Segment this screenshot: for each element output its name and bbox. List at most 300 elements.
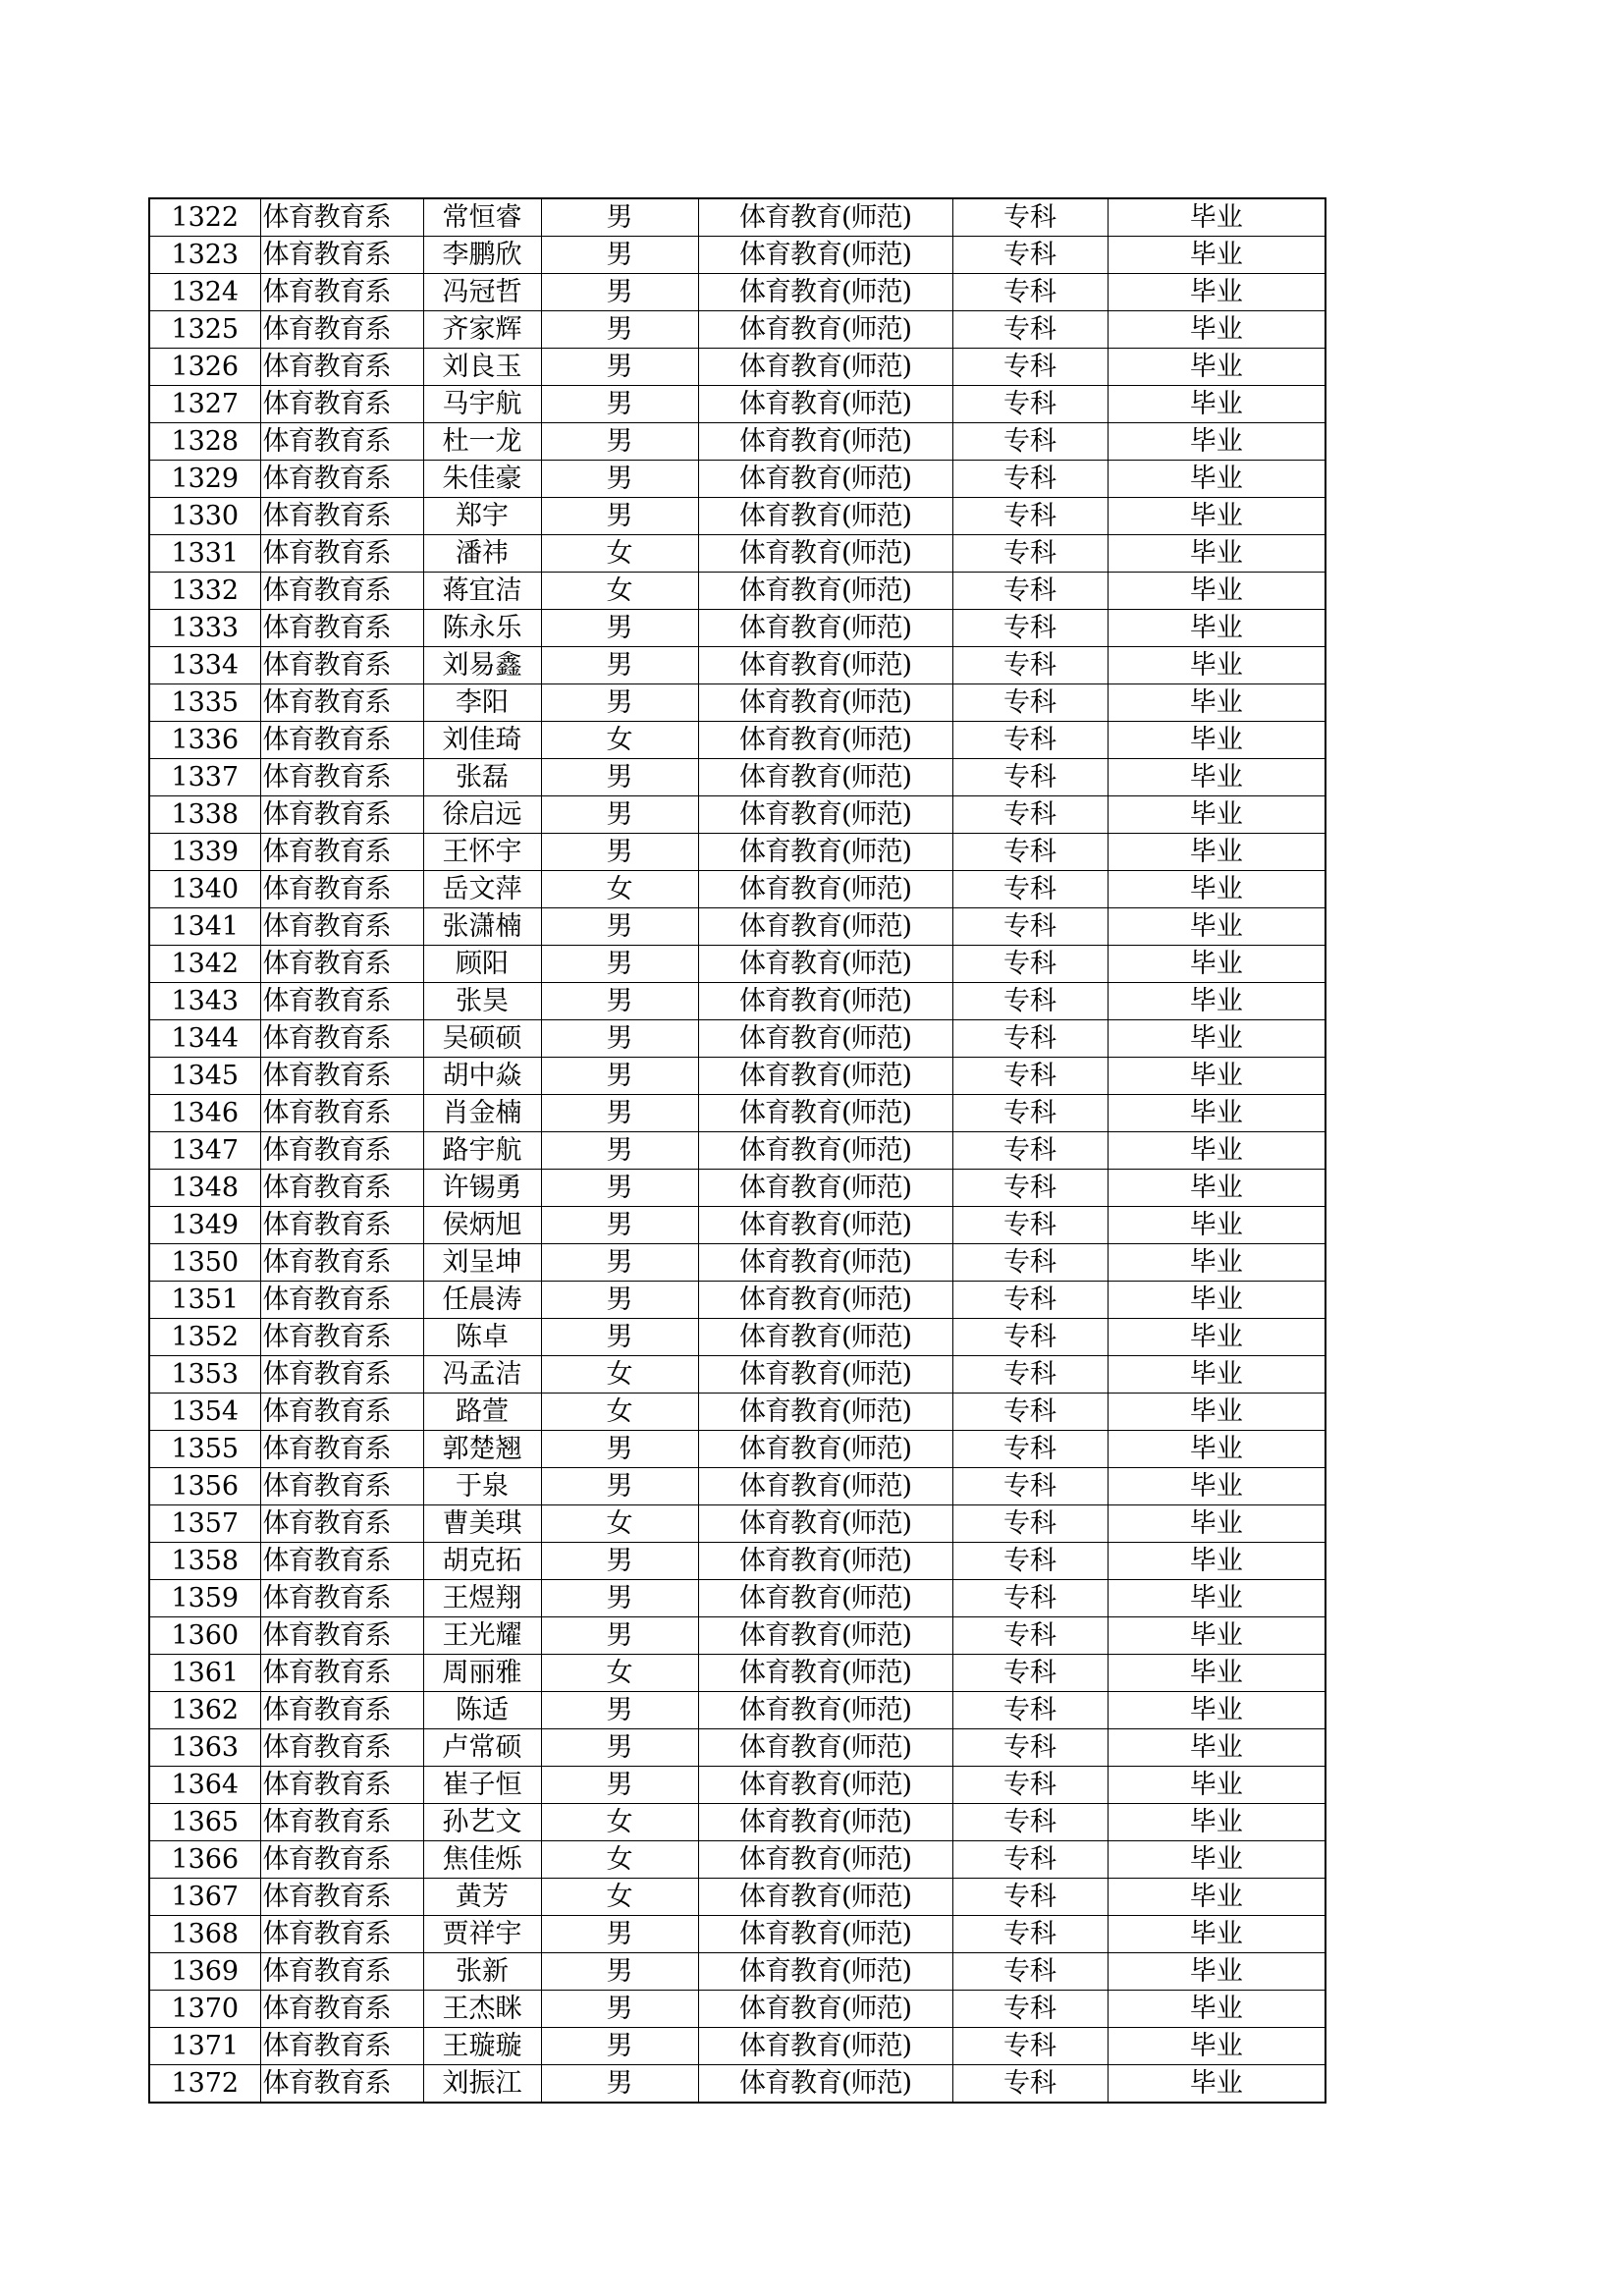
table-row bbox=[149, 1058, 1325, 1095]
cell-level: 专科 bbox=[952, 2028, 1108, 2065]
cell-status: 毕业 bbox=[1108, 1319, 1325, 1356]
cell-gender: 男 bbox=[541, 1767, 698, 1804]
cell-department: 体育教育系 bbox=[260, 1879, 423, 1916]
cell-status: 毕业 bbox=[1108, 1095, 1325, 1132]
cell-department: 体育教育系 bbox=[260, 759, 423, 796]
table-row bbox=[149, 535, 1325, 573]
table-row bbox=[149, 2028, 1325, 2065]
cell-status: 毕业 bbox=[1108, 983, 1325, 1020]
cell-major: 体育教育(师范) bbox=[698, 1505, 952, 1543]
cell-name: 刘易鑫 bbox=[423, 647, 541, 684]
cell-department: 体育教育系 bbox=[260, 1282, 423, 1319]
cell-status: 毕业 bbox=[1108, 759, 1325, 796]
table-row bbox=[149, 946, 1325, 983]
cell-major: 体育教育(师范) bbox=[698, 1207, 952, 1244]
table-row bbox=[149, 1580, 1325, 1617]
cell-department: 体育教育系 bbox=[260, 1095, 423, 1132]
cell-department: 体育教育系 bbox=[260, 983, 423, 1020]
cell-level: 专科 bbox=[952, 198, 1108, 237]
cell-name: 侯炳旭 bbox=[423, 1207, 541, 1244]
cell-name: 齐家辉 bbox=[423, 311, 541, 349]
cell-student-no: 1331 bbox=[149, 535, 260, 573]
cell-name: 刘良玉 bbox=[423, 349, 541, 386]
cell-gender: 男 bbox=[541, 2065, 698, 2104]
cell-student-no: 1362 bbox=[149, 1692, 260, 1729]
cell-status: 毕业 bbox=[1108, 1132, 1325, 1170]
cell-name: 陈永乐 bbox=[423, 610, 541, 647]
table-row bbox=[149, 237, 1325, 274]
table-row bbox=[149, 1244, 1325, 1282]
cell-major: 体育教育(师范) bbox=[698, 535, 952, 573]
cell-major: 体育教育(师范) bbox=[698, 274, 952, 311]
cell-major: 体育教育(师范) bbox=[698, 1580, 952, 1617]
cell-name: 王煜翔 bbox=[423, 1580, 541, 1617]
cell-status: 毕业 bbox=[1108, 834, 1325, 871]
cell-status: 毕业 bbox=[1108, 461, 1325, 498]
cell-gender: 男 bbox=[541, 1132, 698, 1170]
cell-major: 体育教育(师范) bbox=[698, 684, 952, 722]
cell-level: 专科 bbox=[952, 1020, 1108, 1058]
cell-status: 毕业 bbox=[1108, 386, 1325, 423]
table-row bbox=[149, 1916, 1325, 1953]
cell-student-no: 1372 bbox=[149, 2065, 260, 2104]
cell-major: 体育教育(师范) bbox=[698, 1879, 952, 1916]
cell-student-no: 1348 bbox=[149, 1170, 260, 1207]
cell-status: 毕业 bbox=[1108, 610, 1325, 647]
table-row bbox=[149, 423, 1325, 461]
cell-name: 朱佳豪 bbox=[423, 461, 541, 498]
cell-gender: 男 bbox=[541, 1319, 698, 1356]
cell-major: 体育教育(师范) bbox=[698, 796, 952, 834]
cell-department: 体育教育系 bbox=[260, 684, 423, 722]
cell-major: 体育教育(师范) bbox=[698, 237, 952, 274]
table-row bbox=[149, 610, 1325, 647]
cell-name: 陈卓 bbox=[423, 1319, 541, 1356]
cell-level: 专科 bbox=[952, 1953, 1108, 1991]
cell-status: 毕业 bbox=[1108, 684, 1325, 722]
cell-status: 毕业 bbox=[1108, 1505, 1325, 1543]
cell-level: 专科 bbox=[952, 1729, 1108, 1767]
cell-gender: 男 bbox=[541, 908, 698, 946]
cell-level: 专科 bbox=[952, 1767, 1108, 1804]
cell-level: 专科 bbox=[952, 237, 1108, 274]
cell-name: 顾阳 bbox=[423, 946, 541, 983]
cell-level: 专科 bbox=[952, 274, 1108, 311]
table-row bbox=[149, 1170, 1325, 1207]
table-row bbox=[149, 1655, 1325, 1692]
table-row bbox=[149, 386, 1325, 423]
cell-name: 焦佳烁 bbox=[423, 1841, 541, 1879]
cell-major: 体育教育(师范) bbox=[698, 461, 952, 498]
cell-department: 体育教育系 bbox=[260, 386, 423, 423]
cell-name: 孙艺文 bbox=[423, 1804, 541, 1841]
cell-student-no: 1354 bbox=[149, 1394, 260, 1431]
table-row bbox=[149, 1804, 1325, 1841]
cell-department: 体育教育系 bbox=[260, 1431, 423, 1468]
cell-gender: 男 bbox=[541, 1170, 698, 1207]
cell-major: 体育教育(师范) bbox=[698, 1431, 952, 1468]
cell-student-no: 1367 bbox=[149, 1879, 260, 1916]
cell-student-no: 1359 bbox=[149, 1580, 260, 1617]
table-row bbox=[149, 1132, 1325, 1170]
cell-name: 李阳 bbox=[423, 684, 541, 722]
cell-gender: 男 bbox=[541, 684, 698, 722]
cell-major: 体育教育(师范) bbox=[698, 759, 952, 796]
cell-level: 专科 bbox=[952, 1058, 1108, 1095]
cell-student-no: 1338 bbox=[149, 796, 260, 834]
table-row bbox=[149, 1282, 1325, 1319]
table-row bbox=[149, 1841, 1325, 1879]
cell-department: 体育教育系 bbox=[260, 573, 423, 610]
cell-status: 毕业 bbox=[1108, 722, 1325, 759]
cell-name: 贾祥宇 bbox=[423, 1916, 541, 1953]
cell-student-no: 1357 bbox=[149, 1505, 260, 1543]
cell-status: 毕业 bbox=[1108, 1655, 1325, 1692]
cell-level: 专科 bbox=[952, 1394, 1108, 1431]
cell-major: 体育教育(师范) bbox=[698, 1804, 952, 1841]
cell-major: 体育教育(师范) bbox=[698, 1655, 952, 1692]
cell-name: 杜一龙 bbox=[423, 423, 541, 461]
cell-major: 体育教育(师范) bbox=[698, 1841, 952, 1879]
cell-name: 王怀宇 bbox=[423, 834, 541, 871]
cell-major: 体育教育(师范) bbox=[698, 610, 952, 647]
cell-level: 专科 bbox=[952, 1617, 1108, 1655]
table-row bbox=[149, 1617, 1325, 1655]
cell-student-no: 1322 bbox=[149, 198, 260, 237]
table-row bbox=[149, 759, 1325, 796]
cell-level: 专科 bbox=[952, 722, 1108, 759]
table-row bbox=[149, 1356, 1325, 1394]
cell-gender: 男 bbox=[541, 1468, 698, 1505]
table-row bbox=[149, 1020, 1325, 1058]
table-row bbox=[149, 871, 1325, 908]
cell-department: 体育教育系 bbox=[260, 796, 423, 834]
cell-level: 专科 bbox=[952, 834, 1108, 871]
cell-department: 体育教育系 bbox=[260, 1767, 423, 1804]
cell-name: 陈适 bbox=[423, 1692, 541, 1729]
cell-major: 体育教育(师范) bbox=[698, 1991, 952, 2028]
cell-major: 体育教育(师范) bbox=[698, 198, 952, 237]
cell-level: 专科 bbox=[952, 684, 1108, 722]
cell-gender: 男 bbox=[541, 1953, 698, 1991]
cell-major: 体育教育(师范) bbox=[698, 722, 952, 759]
cell-major: 体育教育(师范) bbox=[698, 1916, 952, 1953]
cell-major: 体育教育(师范) bbox=[698, 1170, 952, 1207]
cell-department: 体育教育系 bbox=[260, 871, 423, 908]
cell-student-no: 1342 bbox=[149, 946, 260, 983]
cell-status: 毕业 bbox=[1108, 1356, 1325, 1394]
cell-gender: 男 bbox=[541, 1543, 698, 1580]
cell-level: 专科 bbox=[952, 311, 1108, 349]
cell-gender: 女 bbox=[541, 1356, 698, 1394]
cell-student-no: 1340 bbox=[149, 871, 260, 908]
cell-level: 专科 bbox=[952, 1468, 1108, 1505]
cell-major: 体育教育(师范) bbox=[698, 1356, 952, 1394]
cell-department: 体育教育系 bbox=[260, 1804, 423, 1841]
cell-gender: 男 bbox=[541, 1617, 698, 1655]
cell-name: 肖金楠 bbox=[423, 1095, 541, 1132]
graduates-table-body bbox=[149, 198, 1325, 2103]
table-row bbox=[149, 1394, 1325, 1431]
cell-level: 专科 bbox=[952, 908, 1108, 946]
cell-department: 体育教育系 bbox=[260, 237, 423, 274]
cell-gender: 男 bbox=[541, 946, 698, 983]
cell-major: 体育教育(师范) bbox=[698, 1617, 952, 1655]
cell-student-no: 1371 bbox=[149, 2028, 260, 2065]
cell-status: 毕业 bbox=[1108, 1244, 1325, 1282]
cell-student-no: 1344 bbox=[149, 1020, 260, 1058]
cell-major: 体育教育(师范) bbox=[698, 386, 952, 423]
cell-status: 毕业 bbox=[1108, 1916, 1325, 1953]
cell-department: 体育教育系 bbox=[260, 908, 423, 946]
cell-gender: 男 bbox=[541, 461, 698, 498]
cell-status: 毕业 bbox=[1108, 237, 1325, 274]
cell-level: 专科 bbox=[952, 759, 1108, 796]
cell-major: 体育教育(师范) bbox=[698, 1095, 952, 1132]
cell-major: 体育教育(师范) bbox=[698, 2028, 952, 2065]
cell-gender: 男 bbox=[541, 237, 698, 274]
cell-name: 张潇楠 bbox=[423, 908, 541, 946]
cell-major: 体育教育(师范) bbox=[698, 2065, 952, 2104]
cell-department: 体育教育系 bbox=[260, 1505, 423, 1543]
cell-level: 专科 bbox=[952, 2065, 1108, 2104]
cell-department: 体育教育系 bbox=[260, 1468, 423, 1505]
table-row bbox=[149, 1879, 1325, 1916]
cell-student-no: 1332 bbox=[149, 573, 260, 610]
cell-major: 体育教育(师范) bbox=[698, 498, 952, 535]
cell-status: 毕业 bbox=[1108, 198, 1325, 237]
cell-name: 冯冠哲 bbox=[423, 274, 541, 311]
cell-major: 体育教育(师范) bbox=[698, 1132, 952, 1170]
cell-gender: 男 bbox=[541, 610, 698, 647]
cell-student-no: 1326 bbox=[149, 349, 260, 386]
cell-status: 毕业 bbox=[1108, 1767, 1325, 1804]
cell-department: 体育教育系 bbox=[260, 1207, 423, 1244]
cell-level: 专科 bbox=[952, 386, 1108, 423]
cell-name: 王光耀 bbox=[423, 1617, 541, 1655]
cell-student-no: 1370 bbox=[149, 1991, 260, 2028]
cell-department: 体育教育系 bbox=[260, 1319, 423, 1356]
cell-department: 体育教育系 bbox=[260, 1170, 423, 1207]
cell-name: 胡中焱 bbox=[423, 1058, 541, 1095]
cell-name: 路宇航 bbox=[423, 1132, 541, 1170]
cell-name: 马宇航 bbox=[423, 386, 541, 423]
cell-name: 黄芳 bbox=[423, 1879, 541, 1916]
table-row bbox=[149, 1431, 1325, 1468]
cell-name: 张磊 bbox=[423, 759, 541, 796]
cell-status: 毕业 bbox=[1108, 1170, 1325, 1207]
cell-level: 专科 bbox=[952, 1543, 1108, 1580]
cell-level: 专科 bbox=[952, 1879, 1108, 1916]
cell-student-no: 1327 bbox=[149, 386, 260, 423]
cell-level: 专科 bbox=[952, 1319, 1108, 1356]
cell-status: 毕业 bbox=[1108, 2065, 1325, 2104]
cell-department: 体育教育系 bbox=[260, 1394, 423, 1431]
cell-department: 体育教育系 bbox=[260, 1729, 423, 1767]
table-row bbox=[149, 1505, 1325, 1543]
cell-gender: 女 bbox=[541, 1841, 698, 1879]
cell-department: 体育教育系 bbox=[260, 1132, 423, 1170]
cell-level: 专科 bbox=[952, 1655, 1108, 1692]
cell-status: 毕业 bbox=[1108, 1879, 1325, 1916]
table-row bbox=[149, 1729, 1325, 1767]
cell-department: 体育教育系 bbox=[260, 1655, 423, 1692]
cell-gender: 男 bbox=[541, 1244, 698, 1282]
cell-gender: 男 bbox=[541, 834, 698, 871]
cell-major: 体育教育(师范) bbox=[698, 1244, 952, 1282]
cell-level: 专科 bbox=[952, 1095, 1108, 1132]
cell-student-no: 1350 bbox=[149, 1244, 260, 1282]
cell-gender: 男 bbox=[541, 1282, 698, 1319]
cell-department: 体育教育系 bbox=[260, 1543, 423, 1580]
cell-department: 体育教育系 bbox=[260, 2028, 423, 2065]
cell-level: 专科 bbox=[952, 535, 1108, 573]
table-row bbox=[149, 722, 1325, 759]
cell-status: 毕业 bbox=[1108, 498, 1325, 535]
cell-level: 专科 bbox=[952, 1282, 1108, 1319]
table-row bbox=[149, 274, 1325, 311]
cell-department: 体育教育系 bbox=[260, 274, 423, 311]
cell-department: 体育教育系 bbox=[260, 1953, 423, 1991]
cell-major: 体育教育(师范) bbox=[698, 349, 952, 386]
cell-student-no: 1339 bbox=[149, 834, 260, 871]
cell-student-no: 1360 bbox=[149, 1617, 260, 1655]
cell-gender: 男 bbox=[541, 386, 698, 423]
cell-level: 专科 bbox=[952, 349, 1108, 386]
cell-department: 体育教育系 bbox=[260, 1991, 423, 2028]
cell-gender: 男 bbox=[541, 311, 698, 349]
table-row bbox=[149, 2065, 1325, 2104]
cell-major: 体育教育(师范) bbox=[698, 423, 952, 461]
cell-major: 体育教育(师范) bbox=[698, 983, 952, 1020]
cell-status: 毕业 bbox=[1108, 349, 1325, 386]
cell-name: 王璇璇 bbox=[423, 2028, 541, 2065]
cell-status: 毕业 bbox=[1108, 1394, 1325, 1431]
cell-department: 体育教育系 bbox=[260, 461, 423, 498]
cell-student-no: 1366 bbox=[149, 1841, 260, 1879]
cell-status: 毕业 bbox=[1108, 1841, 1325, 1879]
table-row bbox=[149, 498, 1325, 535]
cell-name: 岳文萍 bbox=[423, 871, 541, 908]
cell-gender: 男 bbox=[541, 759, 698, 796]
table-row bbox=[149, 1095, 1325, 1132]
cell-student-no: 1341 bbox=[149, 908, 260, 946]
cell-status: 毕业 bbox=[1108, 1431, 1325, 1468]
cell-gender: 女 bbox=[541, 1505, 698, 1543]
cell-student-no: 1347 bbox=[149, 1132, 260, 1170]
cell-gender: 男 bbox=[541, 498, 698, 535]
table-row bbox=[149, 1543, 1325, 1580]
cell-name: 常恒睿 bbox=[423, 198, 541, 237]
cell-student-no: 1361 bbox=[149, 1655, 260, 1692]
cell-student-no: 1333 bbox=[149, 610, 260, 647]
cell-status: 毕业 bbox=[1108, 1207, 1325, 1244]
cell-level: 专科 bbox=[952, 1170, 1108, 1207]
cell-name: 冯孟洁 bbox=[423, 1356, 541, 1394]
cell-name: 崔子恒 bbox=[423, 1767, 541, 1804]
table-row bbox=[149, 1468, 1325, 1505]
cell-student-no: 1345 bbox=[149, 1058, 260, 1095]
cell-student-no: 1335 bbox=[149, 684, 260, 722]
cell-gender: 男 bbox=[541, 274, 698, 311]
cell-gender: 男 bbox=[541, 1916, 698, 1953]
cell-name: 胡克拓 bbox=[423, 1543, 541, 1580]
cell-gender: 男 bbox=[541, 423, 698, 461]
graduates-table bbox=[148, 197, 1326, 2104]
cell-department: 体育教育系 bbox=[260, 1692, 423, 1729]
cell-name: 许锡勇 bbox=[423, 1170, 541, 1207]
cell-major: 体育教育(师范) bbox=[698, 1767, 952, 1804]
cell-student-no: 1353 bbox=[149, 1356, 260, 1394]
cell-major: 体育教育(师范) bbox=[698, 1020, 952, 1058]
cell-status: 毕业 bbox=[1108, 1729, 1325, 1767]
cell-student-no: 1352 bbox=[149, 1319, 260, 1356]
table-row bbox=[149, 834, 1325, 871]
cell-status: 毕业 bbox=[1108, 1543, 1325, 1580]
cell-major: 体育教育(师范) bbox=[698, 1468, 952, 1505]
cell-major: 体育教育(师范) bbox=[698, 1394, 952, 1431]
cell-student-no: 1328 bbox=[149, 423, 260, 461]
cell-department: 体育教育系 bbox=[260, 1058, 423, 1095]
cell-student-no: 1330 bbox=[149, 498, 260, 535]
cell-name: 吴硕硕 bbox=[423, 1020, 541, 1058]
cell-department: 体育教育系 bbox=[260, 610, 423, 647]
cell-gender: 男 bbox=[541, 198, 698, 237]
cell-major: 体育教育(师范) bbox=[698, 946, 952, 983]
cell-department: 体育教育系 bbox=[260, 1020, 423, 1058]
cell-major: 体育教育(师范) bbox=[698, 1729, 952, 1767]
cell-student-no: 1365 bbox=[149, 1804, 260, 1841]
cell-level: 专科 bbox=[952, 871, 1108, 908]
cell-department: 体育教育系 bbox=[260, 311, 423, 349]
cell-name: 郭楚翘 bbox=[423, 1431, 541, 1468]
cell-gender: 女 bbox=[541, 1804, 698, 1841]
table-row bbox=[149, 1767, 1325, 1804]
cell-student-no: 1334 bbox=[149, 647, 260, 684]
cell-gender: 男 bbox=[541, 1729, 698, 1767]
cell-major: 体育教育(师范) bbox=[698, 1543, 952, 1580]
table-row bbox=[149, 647, 1325, 684]
cell-status: 毕业 bbox=[1108, 2028, 1325, 2065]
cell-student-no: 1337 bbox=[149, 759, 260, 796]
cell-level: 专科 bbox=[952, 1356, 1108, 1394]
cell-status: 毕业 bbox=[1108, 535, 1325, 573]
cell-major: 体育教育(师范) bbox=[698, 908, 952, 946]
cell-student-no: 1325 bbox=[149, 311, 260, 349]
cell-department: 体育教育系 bbox=[260, 834, 423, 871]
cell-gender: 男 bbox=[541, 1207, 698, 1244]
cell-level: 专科 bbox=[952, 1244, 1108, 1282]
table-row bbox=[149, 1207, 1325, 1244]
cell-status: 毕业 bbox=[1108, 1580, 1325, 1617]
cell-name: 周丽雅 bbox=[423, 1655, 541, 1692]
cell-department: 体育教育系 bbox=[260, 1841, 423, 1879]
cell-gender: 女 bbox=[541, 1655, 698, 1692]
cell-department: 体育教育系 bbox=[260, 1916, 423, 1953]
cell-student-no: 1355 bbox=[149, 1431, 260, 1468]
cell-department: 体育教育系 bbox=[260, 1244, 423, 1282]
cell-level: 专科 bbox=[952, 796, 1108, 834]
cell-department: 体育教育系 bbox=[260, 2065, 423, 2104]
cell-gender: 女 bbox=[541, 573, 698, 610]
cell-department: 体育教育系 bbox=[260, 198, 423, 237]
cell-student-no: 1349 bbox=[149, 1207, 260, 1244]
cell-gender: 女 bbox=[541, 1394, 698, 1431]
table-row bbox=[149, 311, 1325, 349]
cell-status: 毕业 bbox=[1108, 1617, 1325, 1655]
cell-major: 体育教育(师范) bbox=[698, 1058, 952, 1095]
cell-status: 毕业 bbox=[1108, 647, 1325, 684]
